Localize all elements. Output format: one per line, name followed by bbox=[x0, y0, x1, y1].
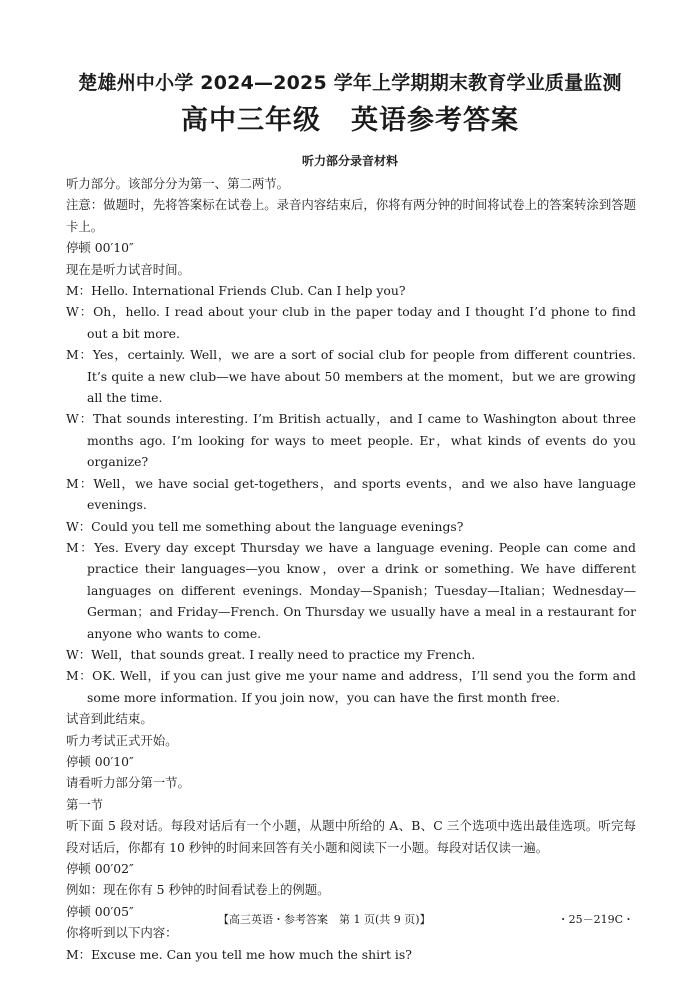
pause-marker: 停顿 00′02″ bbox=[66, 861, 134, 876]
page-footer bbox=[0, 911, 700, 931]
dialogue-line: M：Yes，certainly. Well，we are a sort of social club for people from different countries. It’s quite a new club—we have about 50 members at the moment，but we are growing all the time. bbox=[66, 347, 636, 406]
paper-code: ・25－219C・ bbox=[557, 913, 634, 926]
text-line: 你将听到以下内容： bbox=[66, 925, 178, 941]
dialogue-line: M：Well，we have social get-togethers，and sports events，and we also have language evenings. bbox=[66, 475, 636, 513]
dialogue-line: W：Oh，hello. I read about your club in the paper today and I thought I’d phone to find out a bit more. bbox=[66, 304, 636, 341]
instructions: 听下面 5 段对话。每段对话后有一个小题，从题中所给的 A、B、C 三个选项中选出最佳选项。听完每段对话后，你都有 10 秒钟的时间来回答有关小题和阅读下一小题。每段对话仅读一遍。 bbox=[66, 818, 636, 855]
pause-marker: 停顿 00′05″ bbox=[66, 903, 134, 919]
text-line: 例如：现在你有 5 秒钟的时间看试卷上的例题。 bbox=[66, 882, 330, 898]
pause-marker: 停顿 00′10″ bbox=[66, 753, 134, 769]
dialogue-line: W：Could you tell me something about the language evenings? bbox=[66, 518, 464, 534]
dialogue-line: M：Hello. International Friends Club. Can I help you? bbox=[66, 283, 406, 299]
text-line: 听力部分。该部分分为第一、第二两节。 bbox=[66, 176, 290, 191]
pause-marker: 停顿 00′10″ bbox=[66, 240, 134, 256]
text-line: 听力考试正式开始。 bbox=[66, 732, 178, 748]
text-line: 试音到此结束。 bbox=[66, 711, 153, 727]
section-heading: 听力部分录音材料 bbox=[301, 154, 398, 168]
dialogue-line: M：Excuse me. Can you tell me how much the shirt is? bbox=[66, 946, 412, 962]
dialogue-line: W：That sounds interesting. I’m British actually，and I came to Washington about three months ago. I’m looking for ways to meet people. Er，what kinds of events do you organize? bbox=[66, 411, 636, 470]
listening-transcript bbox=[66, 173, 636, 965]
dialogue-line: M：Yes. Every day except Thursday we have a language evening. People can come and practice their languages—you know，over a drink or something. We have different languages on different evenings. Monday—Spanish；Tuesday—Italian；Wednesday—German；and Friday—French. On Thursday we usually have a meal in a restaurant for anyone who wants to come. bbox=[66, 539, 636, 641]
dialogue-line: W：Well，that sounds great. I really need to practice my French. bbox=[66, 646, 476, 662]
grade-label: 高中三年级 bbox=[181, 105, 321, 136]
dialogue-line: M：OK. Well，if you can just give me your name and address，I’ll send you the form and some more information. If you join now，you can have the first month free. bbox=[66, 668, 636, 705]
subject-label: 英语参考答案 bbox=[351, 105, 519, 136]
page-number-label: 【高三英语・参考答案 第 1 页(共 9 页)】 bbox=[218, 913, 431, 926]
section-label: 第一节 bbox=[66, 796, 104, 812]
text-line: 请看听力部分第一节。 bbox=[66, 775, 190, 791]
text-line: 注意：做题时，先将答案标在试卷上。录音内容结束后，你将有两分钟的时间将试卷上的答案转涂到答题卡上。 bbox=[66, 197, 636, 234]
answer-key-title bbox=[0, 98, 700, 137]
text-line: 现在是听力试音时间。 bbox=[66, 261, 190, 277]
exam-title: 楚雄州中小学 2024—2025 学年上学期期末教育学业质量监测 bbox=[78, 72, 622, 94]
